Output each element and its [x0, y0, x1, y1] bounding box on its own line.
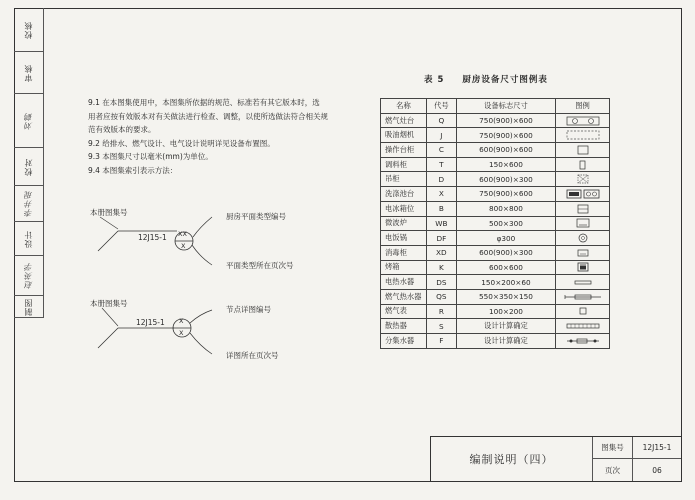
- cell-name: 分集水器: [381, 334, 427, 349]
- cell-name: 散热器: [381, 319, 427, 334]
- header-size: 设备标志尺寸: [456, 99, 555, 114]
- cell-code: DS: [426, 275, 456, 290]
- electric-water-heater-icon: [556, 275, 610, 290]
- table-row: [381, 275, 610, 290]
- detail-page-label: 详图所在页次号: [226, 351, 279, 360]
- index-diagram-detail: [80, 298, 340, 370]
- atlas-code: 12J15-1: [138, 233, 167, 242]
- sig-cell-zhao: 赵英学: [14, 256, 43, 296]
- cell-size: φ300: [456, 231, 555, 246]
- microwave-icon: [556, 216, 610, 231]
- page-caption: 页次: [593, 459, 633, 481]
- stove-icon: [556, 113, 610, 128]
- cell-code: R: [426, 304, 456, 319]
- cell-size: 750(900)×600: [456, 128, 555, 143]
- cell-name: 消毒柜: [381, 245, 427, 260]
- table-header-row: [381, 99, 610, 114]
- table-row: [381, 143, 610, 158]
- cell-name: 吸油烟机: [381, 128, 427, 143]
- note-line: 9.1 在本图集使用中，本图集所依据的规范、标准若有其它版本时，选: [88, 98, 320, 107]
- cell-code: QS: [426, 289, 456, 304]
- cell-code: K: [426, 260, 456, 275]
- cell-name: 电冰箱位: [381, 201, 427, 216]
- cell-size: 150×600: [456, 157, 555, 172]
- header-name: 名称: [381, 99, 427, 114]
- cell-size: 600(900)×300: [456, 172, 555, 187]
- cell-size: 设计计算确定: [456, 334, 555, 349]
- cell-code: S: [426, 319, 456, 334]
- cell-name: 电热水器: [381, 275, 427, 290]
- cell-size: 100×200: [456, 304, 555, 319]
- table-row: [381, 260, 610, 275]
- circle-bottom-code: X: [179, 329, 184, 337]
- disinfection-cabinet-icon: [556, 245, 610, 260]
- wall-cabinet-icon: [556, 172, 610, 187]
- table-row: [381, 128, 610, 143]
- cell-size: 750(900)×600: [456, 113, 555, 128]
- cell-size: 600(900)×300: [456, 245, 555, 260]
- radiator-icon: [556, 319, 610, 334]
- index-diagram-plan: [80, 205, 340, 275]
- sig-cell-design: 设计: [14, 222, 43, 256]
- sig-cell-verify: 校核: [14, 8, 43, 52]
- cell-code: XD: [426, 245, 456, 260]
- sig-cell-li: 李井琨: [14, 186, 43, 222]
- range-hood-icon: [556, 128, 610, 143]
- note-line: 用者应按有效版本对有关做法进行检查、调整，以使所选做法符合相关规: [88, 111, 328, 121]
- cell-size: 600×600: [456, 260, 555, 275]
- circle-bottom-code: X: [181, 242, 186, 250]
- gas-water-heater-icon: [556, 289, 610, 304]
- table-row: [381, 216, 610, 231]
- cell-size: 800×800: [456, 201, 555, 216]
- cell-size: 500×300: [456, 216, 555, 231]
- note-line: 9.4 本图集索引表示方法：: [88, 165, 178, 175]
- cell-code: B: [426, 201, 456, 216]
- sig-cell-liuhe: 刘鹤: [14, 94, 43, 148]
- counter-cabinet-icon: [556, 143, 610, 158]
- cell-code: F: [426, 334, 456, 349]
- table-number: 表 5: [424, 75, 445, 85]
- oven-icon: [556, 260, 610, 275]
- fridge-icon: [556, 201, 610, 216]
- drawing-title: 编制说明（四）: [431, 437, 593, 481]
- cell-code: C: [426, 143, 456, 158]
- plan-type-label: 厨房平面类型编号: [226, 212, 286, 221]
- table-row: [381, 157, 610, 172]
- cell-size: 150×200×60: [456, 275, 555, 290]
- cell-name: 烤箱: [381, 260, 427, 275]
- detail-number-label: 节点详图编号: [226, 305, 271, 314]
- table-row: [381, 245, 610, 260]
- cell-code: D: [426, 172, 456, 187]
- cell-code: Q: [426, 113, 456, 128]
- page-number: 06: [652, 465, 662, 475]
- table-row: [381, 231, 610, 246]
- atlas-number-label: 本册图集号: [90, 208, 128, 217]
- table-title: [424, 73, 548, 85]
- header-legend: 图例: [556, 99, 610, 114]
- table-row: [381, 304, 610, 319]
- cell-code: WB: [426, 216, 456, 231]
- note-line: 9.2 给排水、燃气设计、电气设计说明详见设备布置图。: [88, 138, 275, 148]
- cell-name: 燃气表: [381, 304, 427, 319]
- cell-name: 洗涤池台: [381, 187, 427, 202]
- table-row: [381, 201, 610, 216]
- atlas-code: 12J15-1: [136, 318, 165, 327]
- title-block: [430, 436, 682, 482]
- cell-code: DF: [426, 231, 456, 246]
- sig-cell-draw: 制图: [14, 296, 43, 318]
- equipment-legend-table: [380, 98, 610, 349]
- cell-code: T: [426, 157, 456, 172]
- explanation-notes: [88, 96, 383, 177]
- table-row: [381, 289, 610, 304]
- sig-cell-review: 审核: [14, 52, 43, 94]
- sig-cell-proofread: 校对: [14, 148, 43, 186]
- cell-code: J: [426, 128, 456, 143]
- cell-name: 燃气热水器: [381, 289, 427, 304]
- table-row: [381, 319, 610, 334]
- table-row: [381, 113, 610, 128]
- atlas-number-caption: 图集号: [593, 437, 633, 459]
- table-row: [381, 187, 610, 202]
- signature-column: [14, 8, 44, 318]
- note-line: 范有效版本的要求。: [88, 125, 156, 134]
- cell-size: 550×350×150: [456, 289, 555, 304]
- water-manifold-icon: [556, 334, 610, 349]
- atlas-number-value: 12J15-1: [633, 437, 681, 459]
- sink-icon: [556, 187, 610, 202]
- table-row: [381, 334, 610, 349]
- gas-meter-icon: [556, 304, 610, 319]
- circle-top-code: X: [179, 317, 184, 325]
- table-caption: 厨房设备尺寸图例表: [462, 75, 548, 85]
- header-code: 代号: [426, 99, 456, 114]
- cell-name: 调料柜: [381, 157, 427, 172]
- atlas-number-label: 本册图集号: [90, 299, 128, 308]
- cell-name: 吊柜: [381, 172, 427, 187]
- cell-size: 600(900)×600: [456, 143, 555, 158]
- spice-cabinet-icon: [556, 157, 610, 172]
- cell-code: X: [426, 187, 456, 202]
- circle-top-code: XX: [178, 230, 187, 238]
- cell-size: 750(900)×600: [456, 187, 555, 202]
- plan-page-label: 平面类型所在页次号: [226, 261, 294, 270]
- cell-name: 燃气灶台: [381, 113, 427, 128]
- table-row: [381, 172, 610, 187]
- note-line: 9.3 本图集尺寸以毫米(mm)为单位。: [88, 152, 213, 161]
- cell-name: 微波炉: [381, 216, 427, 231]
- cell-size: 设计计算确定: [456, 319, 555, 334]
- cell-name: 操作台柜: [381, 143, 427, 158]
- cell-name: 电饭锅: [381, 231, 427, 246]
- rice-cooker-icon: [556, 231, 610, 246]
